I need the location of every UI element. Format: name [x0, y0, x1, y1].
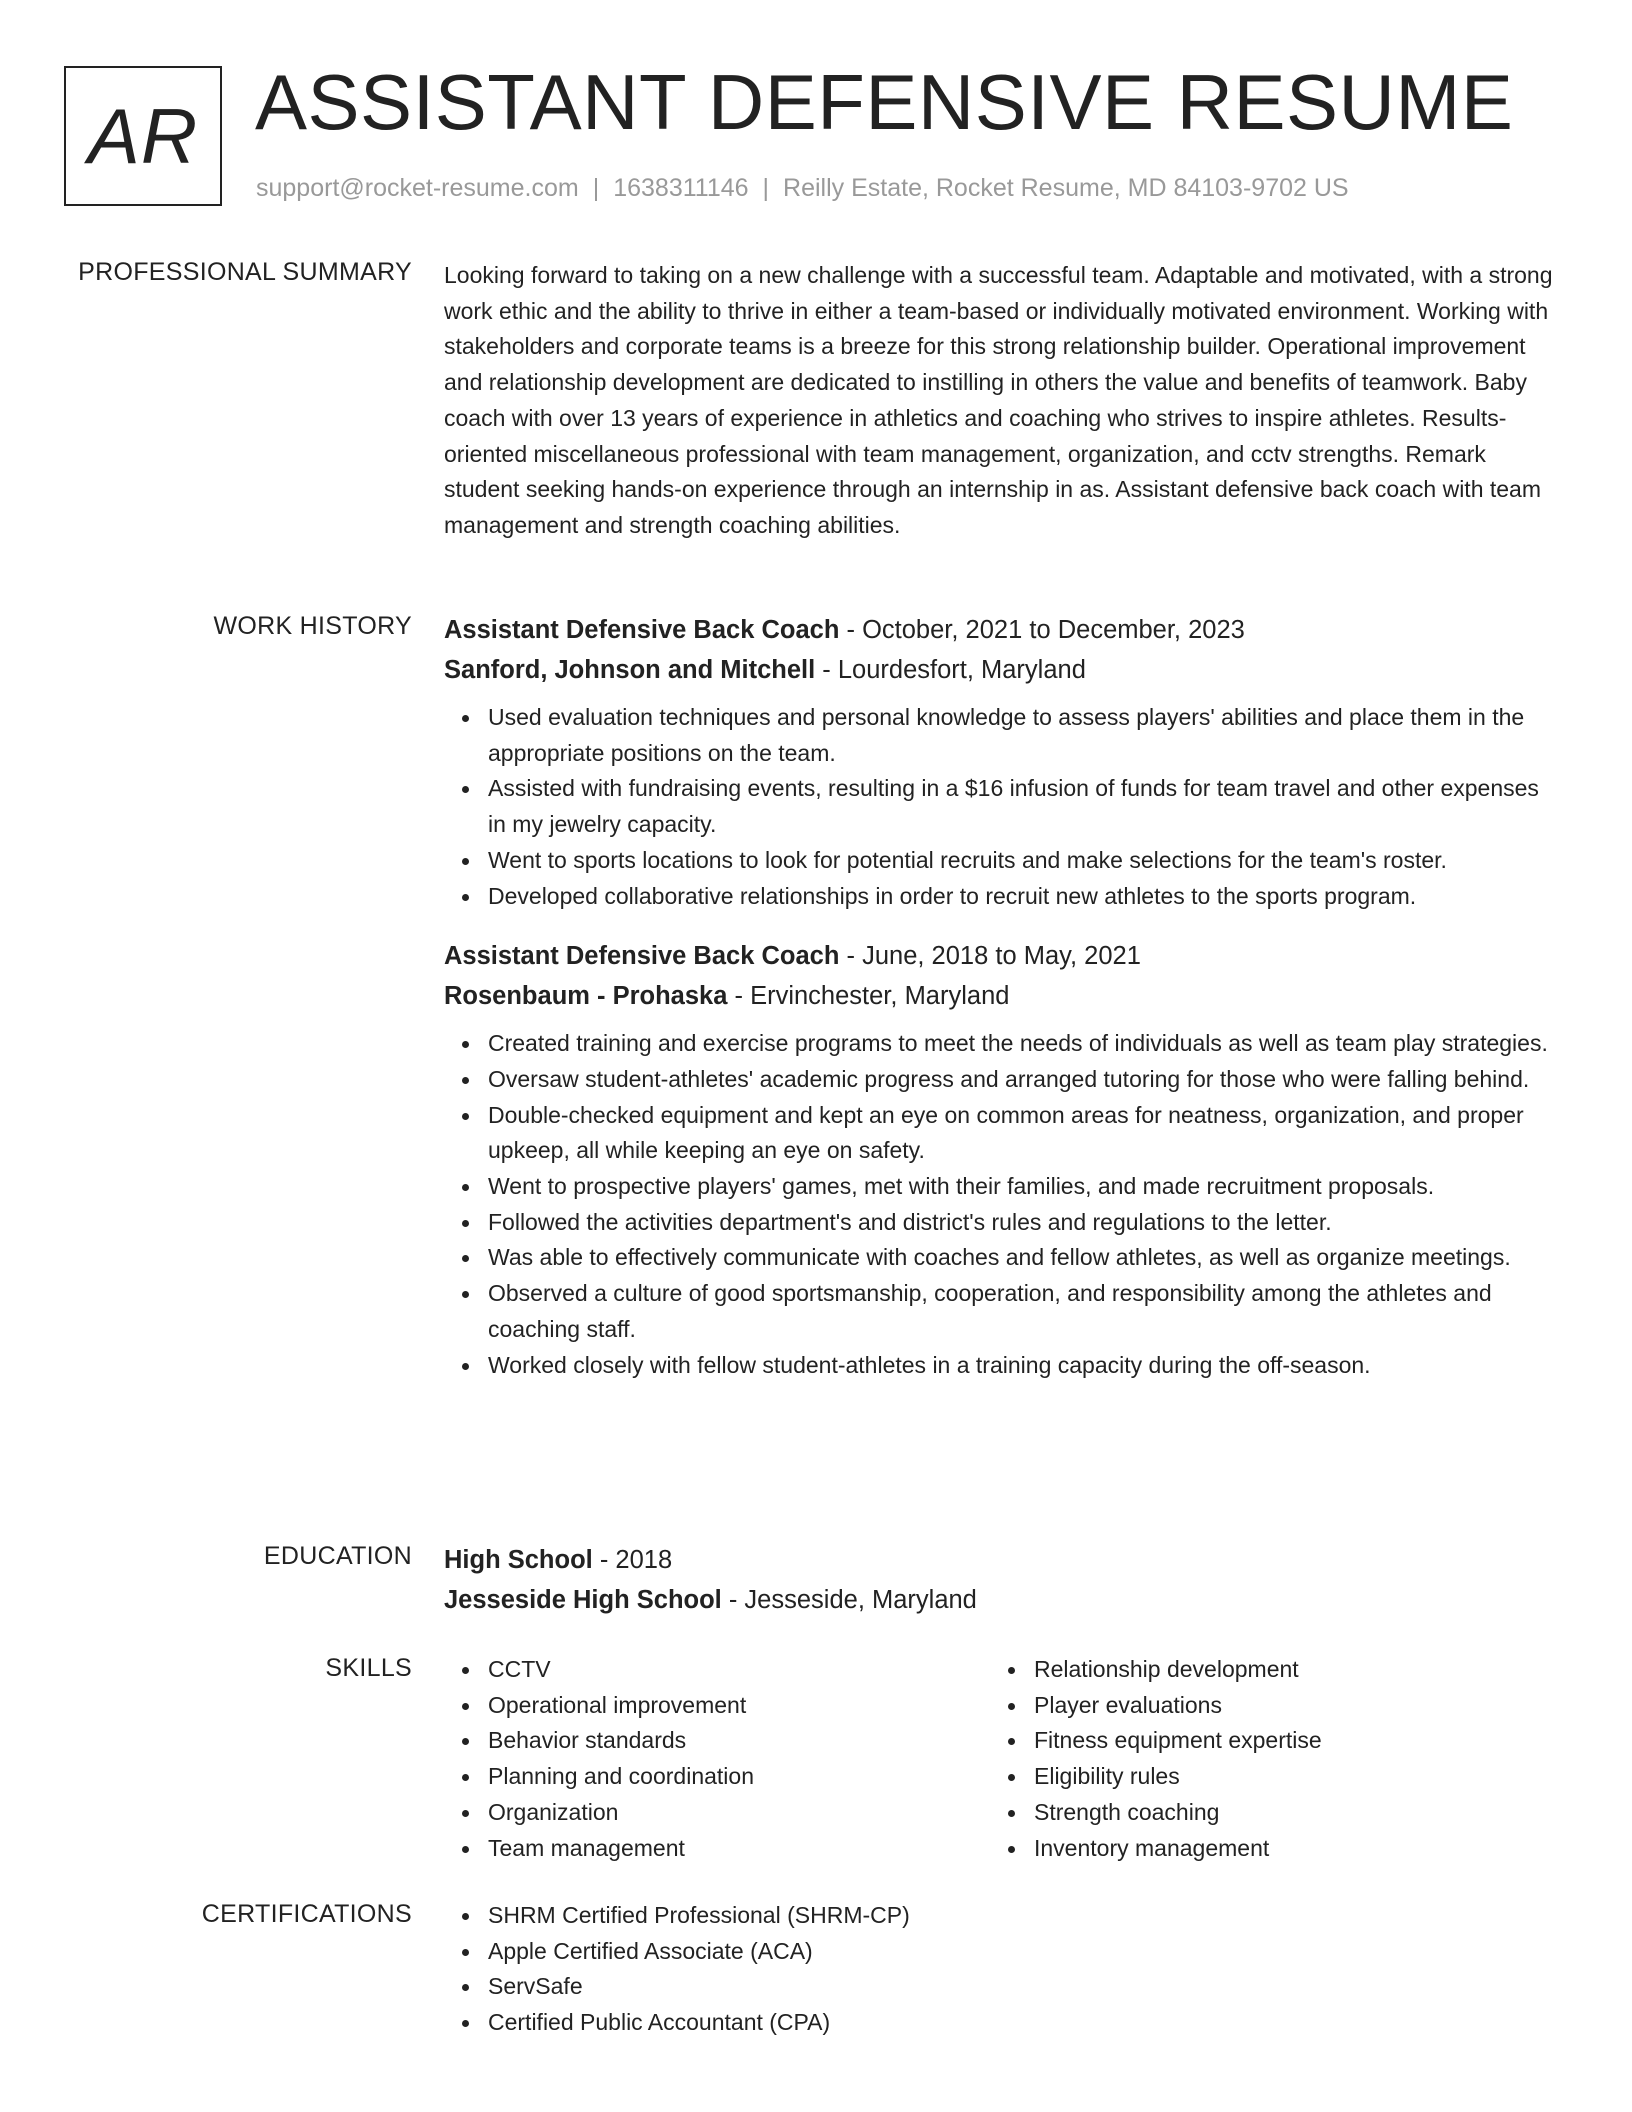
- education-school-line: [444, 1580, 1554, 1620]
- list-item: Apple Certified Associate (ACA): [488, 1934, 1554, 1970]
- skills-heading: SKILLS: [325, 1654, 412, 1682]
- certifications-heading: CERTIFICATIONS: [201, 1900, 412, 1928]
- education-body: [444, 1540, 1554, 1620]
- job-company: Rosenbaum - Prohaska: [444, 982, 728, 1011]
- list-item: Double-checked equipment and kept an eye on common areas for neatness, organization, and proper upkeep, all while keeping an eye on safety.: [488, 1098, 1554, 1169]
- list-item: Created training and exercise programs to meet the needs of individuals as well as team play strategies.: [488, 1026, 1554, 1062]
- list-item: Fitness equipment expertise: [1034, 1723, 1490, 1759]
- list-item: SHRM Certified Professional (SHRM-CP): [488, 1898, 1554, 1934]
- skills-list: [444, 1652, 990, 1866]
- list-item: Eligibility rules: [1034, 1759, 1490, 1795]
- certifications-list: [444, 1898, 1554, 2041]
- list-item: Strength coaching: [1034, 1795, 1490, 1831]
- job-company-line: [444, 976, 1554, 1016]
- job-dates: - October, 2021 to December, 2023: [839, 616, 1245, 644]
- list-item: Went to sports locations to look for potential recruits and make selections for the team's roster.: [488, 843, 1554, 879]
- job-location: - Ervinchester, Maryland: [727, 982, 1010, 1011]
- work-history-heading: WORK HISTORY: [213, 612, 412, 640]
- skills-body: [444, 1652, 1554, 1866]
- job-company-line: [444, 650, 1554, 690]
- list-item: Used evaluation techniques and personal knowledge to assess players' abilities and place them in the appropriate positions on the team.: [488, 700, 1554, 771]
- education-heading: EDUCATION: [263, 1542, 412, 1570]
- list-item: Assisted with fundraising events, resulting in a $16 infusion of funds for team travel and other expenses in my jewelry capacity.: [488, 771, 1554, 842]
- list-item: Organization: [488, 1795, 990, 1831]
- list-item: CCTV: [488, 1652, 990, 1688]
- summary-heading: PROFESSIONAL SUMMARY: [78, 258, 412, 286]
- skills-column-right: [990, 1652, 1490, 1866]
- monogram-initials: AR: [87, 91, 199, 180]
- job-location: - Lourdesfort, Maryland: [815, 656, 1086, 684]
- list-item: Followed the activities department's and district's rules and regulations to the letter.: [488, 1205, 1554, 1241]
- contact-line: [256, 174, 1349, 203]
- education-degree-line: [444, 1540, 1554, 1580]
- contact-separator: |: [762, 174, 770, 202]
- resume-title: ASSISTANT DEFENSIVE RESUME: [255, 58, 1514, 146]
- list-item: Planning and coordination: [488, 1759, 990, 1795]
- list-item: Relationship development: [1034, 1652, 1490, 1688]
- job-company: Sanford, Johnson and Mitchell: [444, 656, 816, 684]
- monogram-box: [64, 66, 222, 206]
- list-item: Observed a culture of good sportsmanship, cooperation, and responsibility among the athletes and coaching staff.: [488, 1276, 1554, 1347]
- certifications-body: [444, 1898, 1554, 2041]
- contact-address: Reilly Estate, Rocket Resume, MD 84103-9702 US: [783, 174, 1349, 202]
- summary-body: [444, 258, 1554, 544]
- list-item: Oversaw student-athletes' academic progress and arranged tutoring for those who were falling behind.: [488, 1062, 1554, 1098]
- job-title-line: [444, 610, 1554, 650]
- job-title-line: [444, 936, 1554, 976]
- skills-columns: [444, 1652, 1554, 1866]
- contact-phone[interactable]: 1638311146: [613, 174, 749, 202]
- list-item: Worked closely with fellow student-athletes in a training capacity during the off-season.: [488, 1348, 1554, 1384]
- education-location: - Jesseside, Maryland: [721, 1586, 977, 1614]
- job-entry: [444, 610, 1554, 914]
- education-year: - 2018: [592, 1546, 673, 1574]
- list-item: Developed collaborative relationships in order to recruit new athletes to the sports program.: [488, 879, 1554, 915]
- list-item: Was able to effectively communicate with coaches and fellow athletes, as well as organize meetings.: [488, 1240, 1554, 1276]
- skills-list: [990, 1652, 1490, 1866]
- list-item: Certified Public Accountant (CPA): [488, 2005, 1554, 2041]
- job-entry: [444, 936, 1554, 1383]
- education-school: Jesseside High School: [444, 1586, 722, 1614]
- job-bullets: [444, 700, 1554, 914]
- list-item: Went to prospective players' games, met with their families, and made recruitment proposals.: [488, 1169, 1554, 1205]
- list-item: Inventory management: [1034, 1831, 1490, 1867]
- list-item: Player evaluations: [1034, 1688, 1490, 1724]
- contact-separator: |: [592, 174, 600, 202]
- job-bullets: [444, 1026, 1554, 1383]
- list-item: ServSafe: [488, 1969, 1554, 2005]
- work-history-body: [444, 610, 1554, 1383]
- job-title: Assistant Defensive Back Coach: [444, 942, 840, 971]
- education-degree: High School: [444, 1546, 593, 1574]
- list-item: Operational improvement: [488, 1688, 990, 1724]
- list-item: Team management: [488, 1831, 990, 1867]
- job-title: Assistant Defensive Back Coach: [444, 616, 840, 644]
- job-dates: - June, 2018 to May, 2021: [839, 942, 1141, 971]
- list-item: Behavior standards: [488, 1723, 990, 1759]
- skills-column-left: [444, 1652, 990, 1866]
- contact-email[interactable]: support@rocket-resume.com: [256, 174, 579, 202]
- summary-text: Looking forward to taking on a new challenge with a successful team. Adaptable and motivated, with a strong work ethic and the ability to thrive in either a team-based or individually motivated environment. Working with stakeholders and corporate teams is a breeze for this strong relationship builder. Operational improvement and relationship development are dedicated to instilling in others the value and benefits of teamwork. Baby coach with over 13 years of experience in athletics and coaching who strives to inspire athletes. Results-oriented miscellaneous professional with team management, organization, and cctv strengths. Remark student seeking hands-on experience through an internship in as. Assistant defensive back coach with team management and strength coaching abilities.: [444, 262, 1553, 538]
